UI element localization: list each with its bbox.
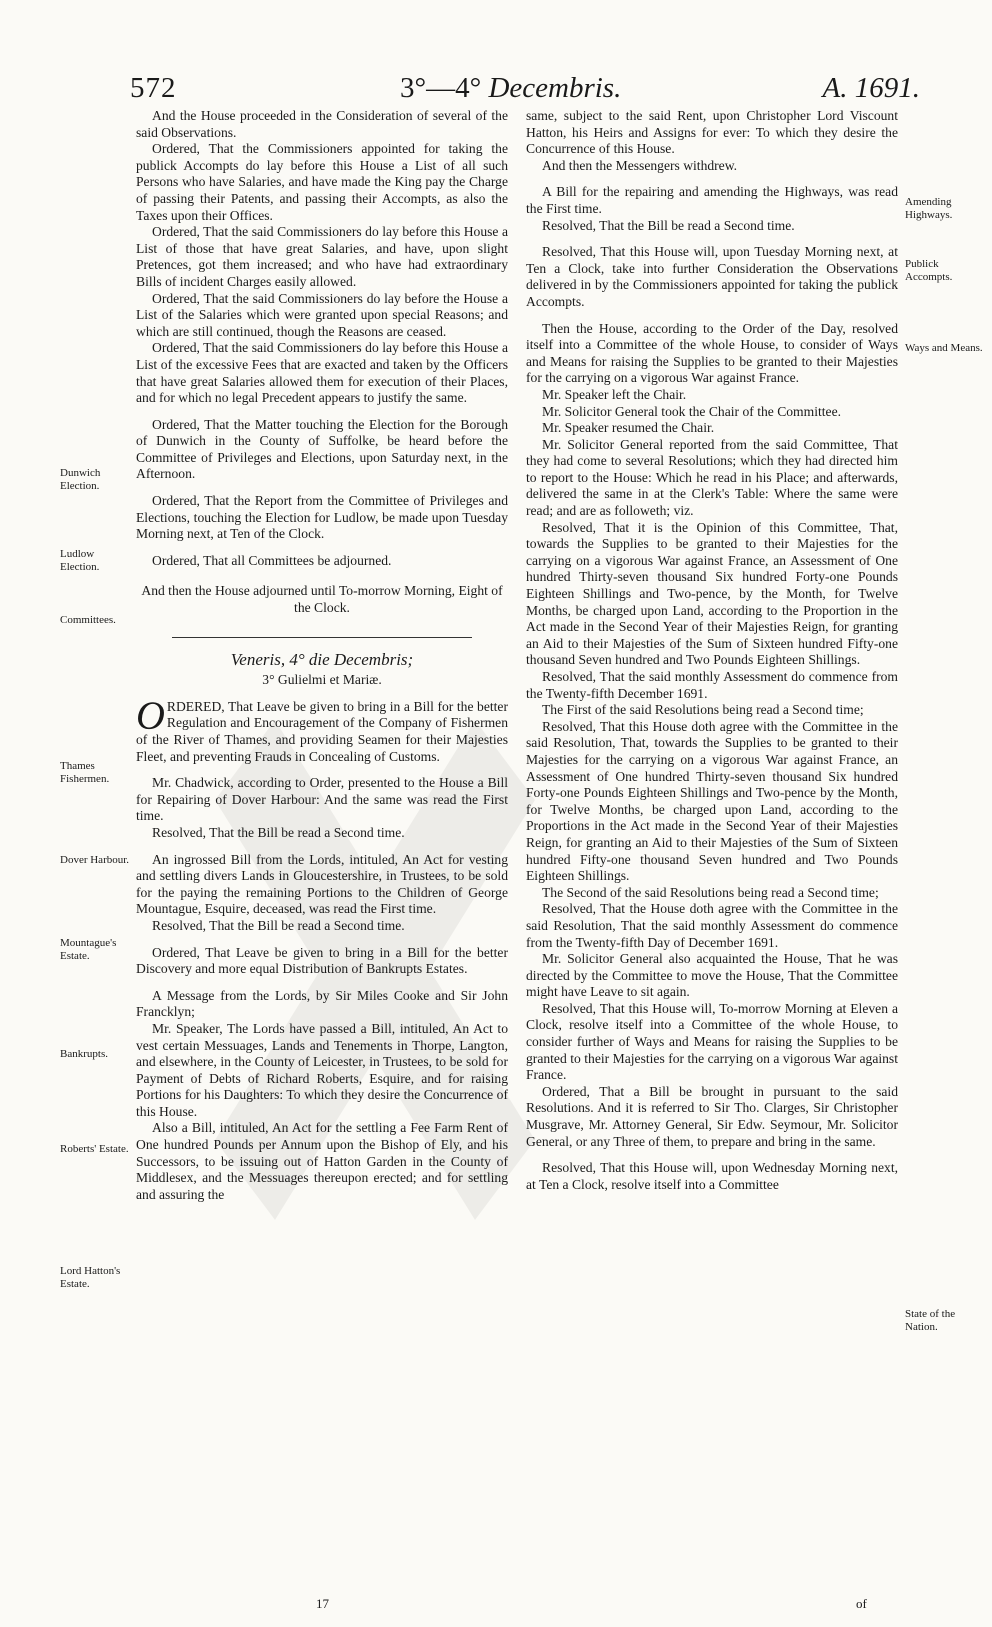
left-para: Resolved, That the Bill be read a Second time. <box>152 917 405 933</box>
right-para: Ordered, That a Bill be brought in pursuant to the said Resolutions. And it is referred to Sir Tho. Clarges, Sir Christopher Musgrave, Mr. Attorney General, Sir Edw. Seymour, Mr. Solicitor General, or any Three of them, to prepare and bring in the same. <box>526 1083 898 1149</box>
left-para: And the House proceeded in the Consideration of several of the said Observations. <box>136 108 508 140</box>
right-column <box>526 108 898 1193</box>
margin-note-ludlow: Ludlow Election. <box>60 548 100 573</box>
left-para: Mr. Speaker, The Lords have passed a Bill, intituled, An Act to vest certain Messuages, Lands and Tenements in Thorpe, Langton, and elsewhere, in the County of Leicester, in Trustees, to be sold for Payment of Debts of Richard Roberts, Esquire, and for raising Portions for his Daughters: To which they desire the Concurrence of this House. <box>136 1020 508 1119</box>
margin-note-mountague: Mountague's Estate. <box>60 937 117 962</box>
left-para-text: RDERED, That Leave be given to bring in a Bill for the better Regulation and Encouragement of the Company of Fishermen of the River of Thames, and providing Seamen for their Majesties Fleet, and preventing Frauds in Concealing of Customs. <box>136 698 508 764</box>
header-date-days: 3°—4° <box>400 72 482 104</box>
margin-note-committees: Committees. <box>60 614 116 626</box>
adjournment: And then the House adjourned until To-morrow Morning, Eight of the Clock. <box>141 583 503 616</box>
left-para: A Message from the Lords, by Sir Miles Cooke and Sir John Francklyn; <box>136 987 508 1020</box>
margin-note-roberts: Roberts' Estate. <box>60 1143 129 1155</box>
margin-note-state: State of the Nation. <box>905 1308 956 1333</box>
left-para: Ordered, That the said Commissioners do lay before this House a List of those that have great Salaries, and have, upon slight Pretences, got them increased; and who have had extraordinary Bills of incident Charges easily allowed. <box>136 224 508 289</box>
margin-note-dover: Dover Harbour. <box>60 854 130 866</box>
right-para: Resolved, That this House doth agree with the Committee in the said Resolution, That, towards the Supplies to be granted to their Majesties for the carrying on a vigorous War against France, an Assessment of One hundred Thirty-seven thousand Six hundred Forty-one Pounds Eighteen Shillings and Two-pence by the Month, for Twelve Months, be charged upon Land, according to the Proportions in the Act made in the Second Year of their Majesties Reign, for granting an Aid to their Majesties of the Sum of Sixteen hundred Fifty-one thousand Seven hundred and Two Pounds Eighteen Shillings. <box>526 718 898 884</box>
left-para: Ordered, That Leave be given to bring in a Bill for the better Discovery and more equal Distribution of Bankrupts Estates. <box>136 944 508 977</box>
header-date <box>400 72 621 105</box>
right-para: same, subject to the said Rent, upon Christopher Lord Viscount Hatton, his Heirs and Assigns for ever: To which they desire the Concurrence of this House. <box>526 108 898 157</box>
left-para: Mr. Chadwick, according to Order, presented to the House a Bill for Repairing of Dover Harbour: And the same was read the First time. <box>136 775 508 824</box>
margin-note-bankrupts: Bankrupts. <box>60 1048 108 1060</box>
left-para: Ordered, That the said Commissioners do lay before the House a List of the Salaries which were granted upon special Reasons; and which are still continued, though the Reasons are ceased. <box>136 290 508 339</box>
right-para: Mr. Solicitor General reported from the said Committee, That they had come to several Resolutions; which they had directed him to report to the House: Which he read in his Place; and afterwards, delivered the same in at the Clerk's Table: Where the same were read; and are as followeth; viz. <box>526 436 898 519</box>
right-para: And then the Messengers withdrew. <box>542 157 738 173</box>
header-year: A. 1691. <box>822 72 920 104</box>
right-para: Mr. Solicitor General also acquainted the House, That he was directed by the Committee to move the House, That the Committee might have Leave to sit again. <box>526 951 898 1000</box>
right-para: Resolved, That the said monthly Assessment do commence from the Twenty-fifth December 1691. <box>526 669 898 701</box>
left-para: Ordered, That the Commissioners appointed for taking the publick Accompts do lay before this House a List of all such Persons who have Salaries, and have made the King pay the Charge of passing their Patents, and passing their Accompts, as also the Taxes upon their Offices. <box>136 141 508 223</box>
right-para: The First of the said Resolutions being read a Second time; <box>542 702 864 718</box>
page-number: 572 <box>130 72 177 104</box>
margin-note-accompts: Publick Accompts. <box>905 258 953 283</box>
right-para: Resolved, That it is the Opinion of this Committee, That, towards the Supplies to be granted to their Majesties for the carrying on a vigorous War against France, an Assessment of One hundred Thirty-seven thousand Six hundred Forty-one Pounds Eighteen Shillings and Two-pence, by the Month, for Twelve Months, be charged upon Land, according to the Proportion in the Act made in the Second Year of their Majesties Reign, for granting an Aid to their Majesties of the Sum of Sixteen hundred Fifty-one thousand Seven hundred and Two Pounds Eighteen Shillings. <box>526 519 898 668</box>
right-para: Mr. Speaker resumed the Chair. <box>542 420 715 436</box>
left-para: Also a Bill, intituled, An Act for the settling a Fee Farm Rent of One hundred Pounds per Annum upon the Bishop of Ely, and his Successors, to be issuing out of Hatton Garden in the County of Middlesex, and the Messuages thereupon erected; and for settling and assuring the <box>136 1120 508 1202</box>
margin-note-hatton: Lord Hatton's Estate. <box>60 1265 121 1290</box>
right-para: Resolved, That this House will, To-morrow Morning at Eleven a Clock, resolve itself into a Committee of the whole House, to consider further of Ways and Means for raising the Supplies to be granted to their Majesties for the carrying on a vigorous War against France. <box>526 1000 898 1083</box>
signature-mark: 17 <box>316 1596 329 1611</box>
margin-note-thames: Thames Fishermen. <box>60 760 110 785</box>
right-para: The Second of the said Resolutions being read a Second time; <box>542 884 879 900</box>
left-para-dropcap <box>136 692 508 765</box>
regnal-year: 3° Gulielmi et Mariæ. <box>262 672 382 688</box>
margin-note-dunwich: Dunwich Election. <box>60 467 101 492</box>
left-para: Ordered, That the said Commissioners do lay before this House a List of the excessive Fees that are exacted and taken by the Officers that have great Salaries allowed them for execution of their Places, and for which no legal Precedent appears to justify the same. <box>136 340 508 406</box>
right-para: Then the House, according to the Order of the Day, resolved itself into a Committee of the whole House, to consider of Ways and Means for raising the Supplies to be granted to their Majesties for the carrying on a vigorous War against France. <box>526 320 898 386</box>
left-para: An ingrossed Bill from the Lords, intituled, An Act for vesting and settling divers Lands in Gloucestershire, in Trustees, to be sold for the paying the remaining Portions to the Children of George Mountague, Esquire, deceased, was read the First time. <box>136 851 508 917</box>
left-column <box>136 108 508 1203</box>
right-para: Mr. Solicitor General took the Chair of the Committee. <box>542 403 842 419</box>
margin-note-highways: Amending Highways. <box>905 196 953 221</box>
left-para: Ordered, That all Committees be adjourned. <box>152 552 392 568</box>
right-para: A Bill for the repairing and amending the Highways, was read the First time. <box>526 184 898 216</box>
header-date-month: Decembris. <box>488 72 622 104</box>
left-para: Resolved, That the Bill be read a Second time. <box>152 824 405 840</box>
day-heading: Veneris, 4° die Decembris; <box>230 649 414 669</box>
margin-note-ways: Ways and Means. <box>905 342 983 354</box>
page-header <box>130 72 920 112</box>
right-para: Resolved, That this House will, upon Tuesday Morning next, at Ten a Clock, take into further Consideration the Observations delivered in by the Commissioners appointed for taking the publick Accompts. <box>526 244 898 309</box>
right-para: Resolved, That the House doth agree with the Committee in the said Resolution, That the said monthly Assessment do commence from the Twenty-fifth Day of December 1691. <box>526 901 898 950</box>
right-para: Resolved, That this House will, upon Wednesday Morning next, at Ten a Clock, resolve itself into a Committee <box>526 1160 898 1192</box>
section-divider <box>172 637 472 638</box>
left-para: Ordered, That the Matter touching the Election for the Borough of Dunwich in the County of Suffolke, be heard before the Committee of Privileges and Elections, upon Saturday next, in the Afternoon. <box>136 416 508 482</box>
catchword: of <box>856 1596 867 1611</box>
right-para: Resolved, That the Bill be read a Second time. <box>542 217 795 233</box>
drop-cap: O <box>136 692 165 738</box>
right-para: Mr. Speaker left the Chair. <box>542 386 687 402</box>
left-para: Ordered, That the Report from the Committee of Privileges and Elections, touching the Election for Ludlow, be made upon Tuesday Morning next, at Ten of the Clock. <box>136 493 508 542</box>
